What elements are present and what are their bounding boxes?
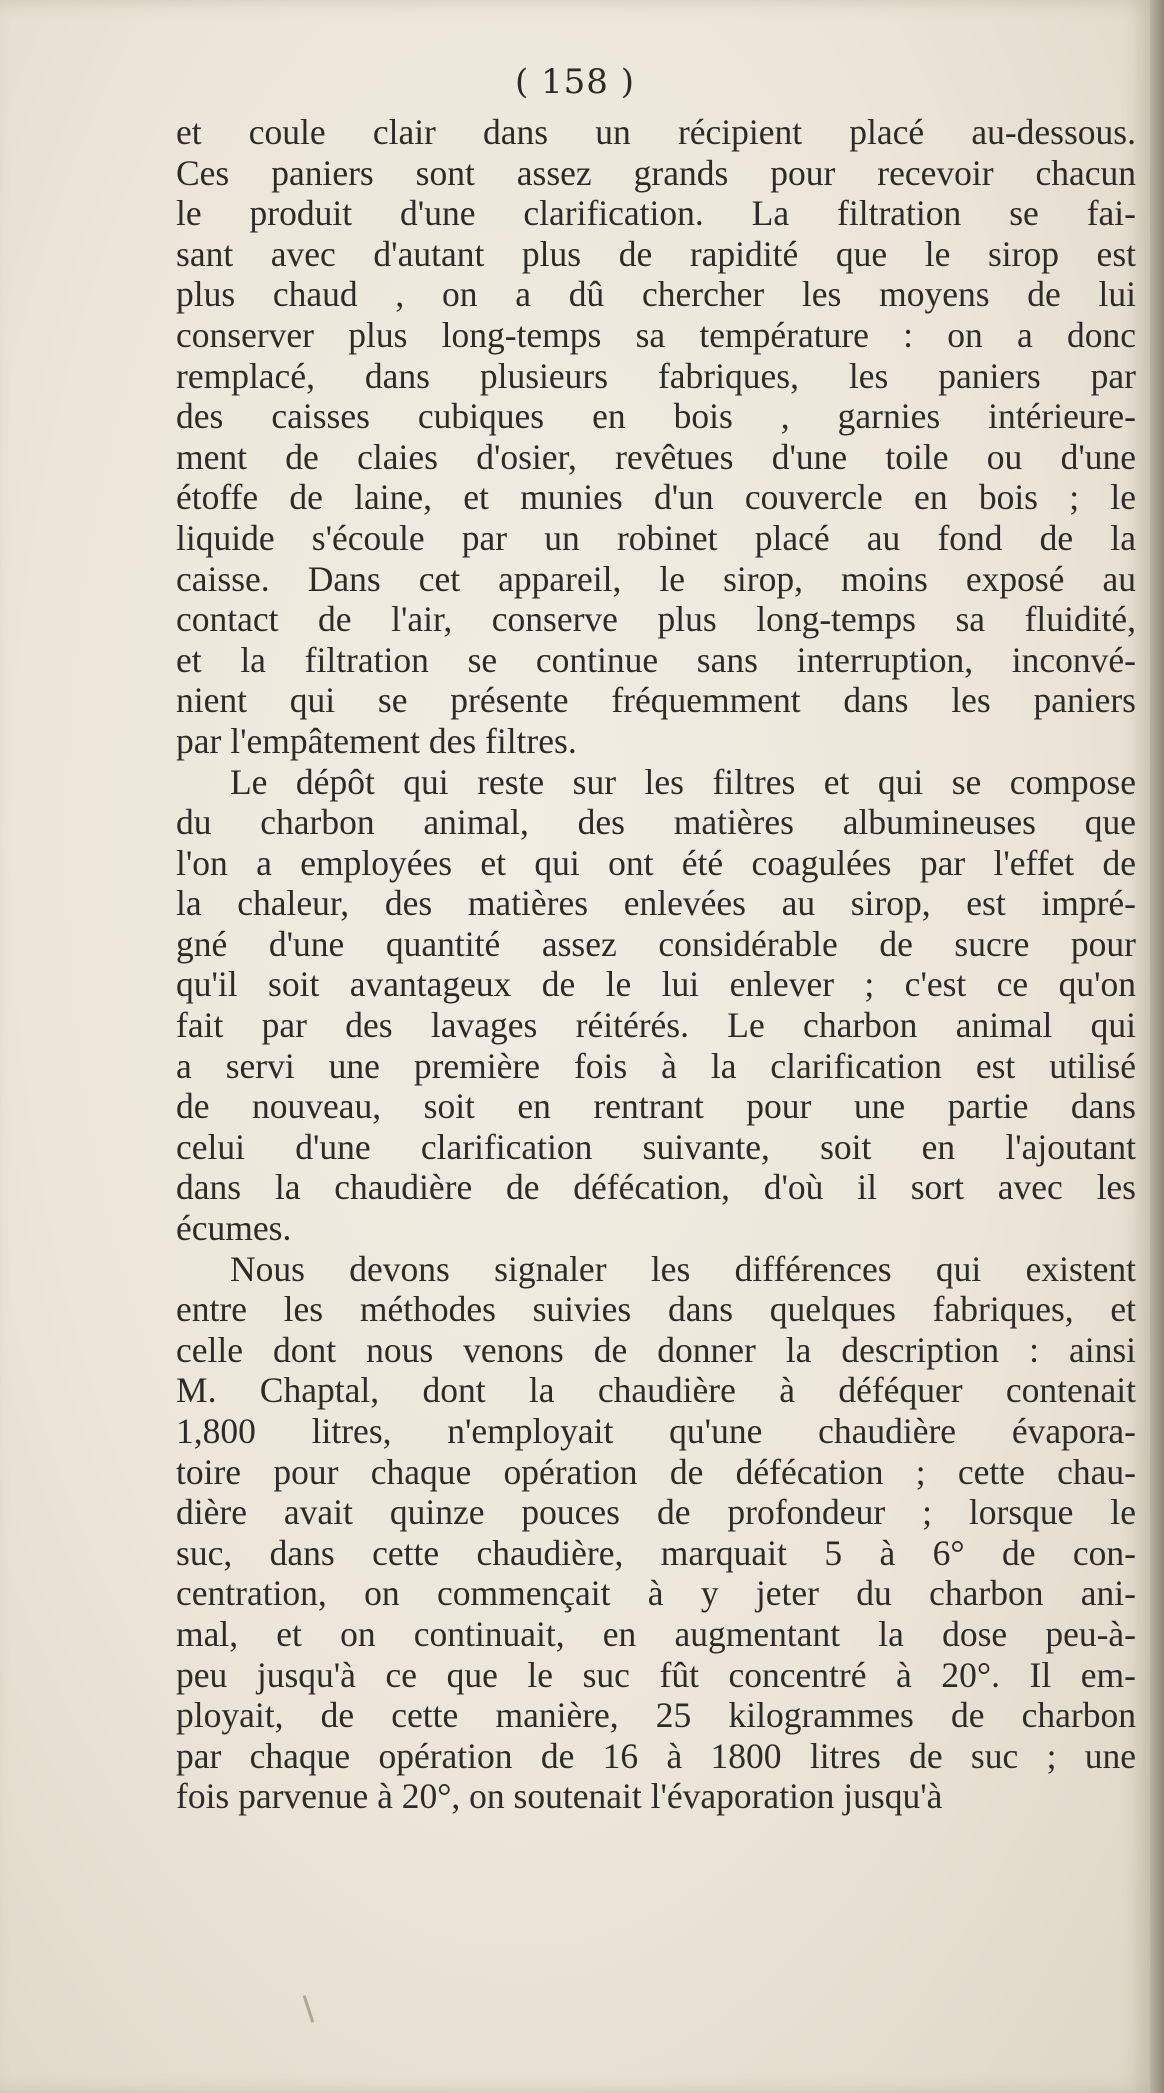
- text-line: entre les méthodes suivies dans quelques fabriques, et: [176, 1289, 1136, 1330]
- text-line: celle dont nous venons de donner la description : ainsi: [176, 1329, 1136, 1370]
- text-line: Ces paniers sont assez grands pour recevoir chacun: [176, 152, 1136, 193]
- text-line: des caisses cubiques en bois , garnies intérieure-: [176, 396, 1136, 437]
- text-line: écumes.: [176, 1208, 292, 1249]
- text-line: Le dépôt qui reste sur les filtres et qui se compose: [230, 761, 1136, 802]
- text-line: ment de claies d'osier, revêtues d'une toile ou d'une: [176, 436, 1136, 477]
- text-line: l'on a employées et qui ont été coagulées par l'effet de: [176, 842, 1136, 883]
- paragraph: [176, 112, 1136, 762]
- text-line: centration, on commençait à y jeter du charbon ani-: [176, 1573, 1136, 1614]
- text-line: le produit d'une clarification. La filtration se fai-: [176, 193, 1136, 234]
- text-line: conserver plus long-temps sa température : on a donc: [176, 314, 1136, 355]
- text-line: caisse. Dans cet appareil, le sirop, moins exposé au: [176, 558, 1136, 599]
- text-line: qu'il soit avantageux de le lui enlever ; c'est ce qu'on: [176, 964, 1136, 1005]
- text-line: et coule clair dans un récipient placé au-dessous.: [176, 112, 1136, 152]
- text-line: Nous devons signaler les différences qui existent: [230, 1248, 1136, 1289]
- text-line: gné d'une quantité assez considérable de sucre pour: [176, 923, 1136, 964]
- text-line: par l'empâtement des filtres.: [176, 720, 577, 761]
- text-line: dière avait quinze pouces de profondeur ; lorsque le: [176, 1492, 1136, 1533]
- text-line: dans la chaudière de défécation, d'où il sort avec les: [176, 1167, 1136, 1208]
- page-edge: [1150, 0, 1164, 2093]
- text-line: 1,800 litres, n'employait qu'une chaudière évapora-: [176, 1411, 1136, 1451]
- text-line: a servi une première fois à la clarification est utilisé: [176, 1045, 1136, 1086]
- text-line: la chaleur, des matières enlevées au sirop, est impré-: [176, 883, 1136, 924]
- text-line: mal, et on continuait, en augmentant la dose peu-à-: [176, 1613, 1136, 1654]
- text-line: sant avec d'autant plus de rapidité que le sirop est: [176, 233, 1136, 274]
- text-line: toire pour chaque opération de défécation ; cette chau-: [176, 1451, 1136, 1492]
- page-text: [176, 112, 1136, 1817]
- ink-mark: [303, 1995, 315, 2023]
- text-line: étoffe de laine, et munies d'un couvercle en bois ; le: [176, 477, 1136, 518]
- text-line: celui d'une clarification suivante, soit en l'ajoutant: [176, 1126, 1136, 1167]
- text-line: M. Chaptal, dont la chaudière à déféquer contenait: [176, 1370, 1136, 1411]
- text-line: suc, dans cette chaudière, marquait 5 à 6° de con-: [176, 1532, 1136, 1573]
- paragraph: [176, 1249, 1136, 1817]
- text-line: peu jusqu'à ce que le suc fût concentré à 20°. Il em-: [176, 1654, 1136, 1695]
- paragraph: [176, 762, 1136, 1249]
- text-line: nient qui se présente fréquemment dans les paniers: [176, 680, 1136, 721]
- text-line: et la filtration se continue sans interruption, inconvé-: [176, 639, 1136, 680]
- text-line: de nouveau, soit en rentrant pour une partie dans: [176, 1086, 1136, 1127]
- text-line: par chaque opération de 16 à 1800 litres de suc ; une: [176, 1735, 1136, 1776]
- text-line: ployait, de cette manière, 25 kilogrammes de charbon: [176, 1695, 1136, 1736]
- text-line: remplacé, dans plusieurs fabriques, les paniers par: [176, 355, 1136, 396]
- text-line: contact de l'air, conserve plus long-temps sa fluidité,: [176, 599, 1136, 640]
- text-line: fois parvenue à 20°, on soutenait l'évaporation jusqu'à: [176, 1776, 943, 1817]
- text-line: fait par des lavages réitérés. Le charbon animal qui: [176, 1005, 1136, 1046]
- text-line: plus chaud , on a dû chercher les moyens de lui: [176, 274, 1136, 315]
- text-line: liquide s'écoule par un robinet placé au fond de la: [176, 517, 1136, 558]
- page-number: ( 158 ): [514, 62, 636, 102]
- text-line: du charbon animal, des matières albumineuses que: [176, 802, 1136, 843]
